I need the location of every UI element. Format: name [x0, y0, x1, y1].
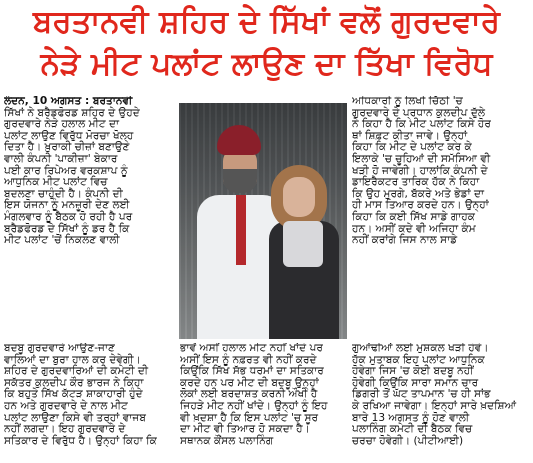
- text-line: ਜਿਹੜੇ ਮੀਟ ਨਹੀਂ ਖਾਂਦੇ। ਉਨ੍ਹਾਂ ਨੂੰ ਇਹ: [180, 399, 328, 412]
- text-line: ਨਹੀਂ ਕਰਾਂਗੇ ਜਿਸ ਨਾਲ ਸਾਡੇ: [352, 234, 458, 247]
- headline: [4, 2, 529, 86]
- text-line: ਖੜੀ ਹੋ ਜਾਵੇਗੀ। ਹਾਲਾਂਕਿ ਕੰਪਨੀ ਦੇ: [352, 164, 488, 177]
- text-line: ਦਾ ਮੀਟ ਵੀ ਤਿਆਰ ਹੋ ਸਕਦਾ ਹੈ।: [180, 423, 310, 436]
- text-line: ਗੁਰਦਵਾਰੇ ਦੇ ਪ੍ਰਧਾਨ ਕੁਲਦੀਪ ਦੁੱਲੇ: [352, 106, 485, 119]
- text-line: ਸਥਾਨਕ ਕੌਂਸਲ ਪਲਾਨਿੰਗ: [180, 434, 274, 447]
- text-line: ਇਸ ਯੋਜਨਾ ਨੂੰ ਮਨਜ਼ੂਰੀ ਦੇਣ ਲਈ: [4, 199, 130, 212]
- text-line: ਕਿਉਂਕਿ ਸਿੱਖ ਸੱਭ ਧਰਮਾਂ ਦਾ ਸਤਿਕਾਰ: [180, 365, 324, 378]
- text-line: ਬਦਬੂ ਗੁਰਦਵਾਰੇ ਆਉਣ-ਜਾਣ: [4, 343, 115, 354]
- text-line: ਪਲਾਂਟ ਲਾਉਣ ਵਿਰੁੱਧ ਮੋਰਚਾ ਖੋਲ੍ਹ: [4, 129, 134, 142]
- article-middle-lower: [180, 343, 345, 447]
- text-line: ਕਰਦੇ ਹਨ ਪਰ ਮੀਟ ਦੀ ਬਦਬੂ ਉਨ੍ਹਾਂ: [180, 376, 319, 389]
- text-line: ਪਲਾਨਿੰਗ ਕਮੇਟੀ ਦੀ ਬੈਠਕ ਵਿਚ: [352, 423, 473, 436]
- text-line: ਵਾਲੀ ਕੰਪਨੀ 'ਪਾਕੀਜ਼ਾ' ਬੇਕਾਰ: [4, 152, 118, 165]
- text-line: ਸਕੱਤਰ ਕੁਲਦੀਪ ਕੌਰ ਭਾਰਜ ਨੇ ਕਿਹਾ: [4, 376, 144, 389]
- text-line: ਸਤਿਕਾਰ ਦੇ ਵਿਰੁੱਧ ਹੈ। ਉਨ੍ਹਾਂ ਕਿਹਾ ਕਿ: [4, 434, 157, 447]
- text-line: ਕਿਹਾ ਕਿ ਕਈ ਸਿੱਖ ਸਾਡੇ ਗਾਹਕ: [352, 210, 475, 223]
- text-line: ਇਲਾਕੇ 'ਚ ਚੂਹਿਆਂ ਦੀ ਸਮੱਸਿਆ ਵੀ: [352, 152, 491, 165]
- text-line: ਗੁਰਦਵਾਰੇ ਨੇੜੇ ਹਲਾਲ ਮੀਟ ਦਾ: [4, 118, 120, 131]
- text-line: ਚਰਚਾ ਹੋਵੇਗੀ। (ਪੀਟੀਆਈ): [352, 434, 464, 447]
- text-line: ਸਿੱਖਾਂ ਨੇ ਬਰੈਡਫੋਰਡ ਸ਼ਹਿਰ ਦੇ ਉਹਦੇ: [4, 106, 140, 119]
- dateline: ਲੰਦਨ, 10 ਅਗਸਤ : ਬਰਤਾਨਵੀ: [4, 96, 133, 107]
- text-line: ਹੱਕ ਮੁਤਾਬਕ ਇਹ ਪਲਾਂਟ ਆਧੁਨਿਕ: [352, 353, 485, 366]
- text-line: ਬਰੈਡਫੋਰਡ ਦੇ ਸਿੱਖਾਂ ਨੂੰ ਡਰ ਹੈ ਕਿ: [4, 222, 130, 235]
- text-line: ਹੋਵੇਗਾ ਜਿਸ 'ਚ ਕੋਈ ਬਦਬੂ ਨਹੀਂ: [352, 365, 474, 378]
- text-line: ਅਧਿਕਾਰੀ ਨੂੰ ਲਿਖੀ ਚਿੱਠੀ 'ਚ: [352, 96, 463, 107]
- text-line: ਪਈ ਕਾਰ ਰਿਪੇਅਰ ਵਰਕਸ਼ਾਪ ਨੂੰ: [4, 164, 128, 177]
- article-photo: [179, 103, 347, 339]
- text-line: ਕਿ ਉਹ ਮੁਰਗੇ, ਬੱਕਰੇ ਅਤੇ ਭੇਡਾਂ ਦਾ: [352, 187, 484, 200]
- text-line: ਸ਼ਹਿਰ ਦੇ ਗੁਰਦਵਾਰਿਆਂ ਦੀ ਕਮੇਟੀ ਦੀ: [4, 365, 149, 378]
- text-line: ਹੀ ਮਾਸ ਤਿਆਰ ਕਰਦੇ ਹਨ। ਉਨ੍ਹਾਂ: [352, 199, 489, 212]
- text-line: ਡਾਇਰੈਕਟਰ ਤਾਰਿਕ ਹੱਕ ਨੇ ਕਿਹਾ: [352, 176, 480, 189]
- article-right-column: [352, 96, 528, 247]
- article-right-lower: [352, 343, 528, 447]
- text-line: ਪਲਾਂਟ ਲਾਉਣਾ ਕਿਸੇ ਵੀ ਤਰ੍ਹਾਂ ਵਾਜਬ: [4, 411, 146, 424]
- text-line: ਕੇ ਰਖਿਆ ਜਾਵੇਗਾ। ਇਨ੍ਹਾਂ ਸਾਰੇ ਖ਼ਦਸ਼ਿਆਂ: [352, 399, 517, 412]
- text-line: ਗੁਆਂਢੀਆਂ ਲਈ ਮੁਸ਼ਕਲ ਖੜੀ ਹੋਵੇ।: [352, 343, 489, 354]
- text-line: ਨਹੀਂ ਲਗਦਾ। ਇਹ ਗੁਰਦਵਾਰੇ ਦੇ: [4, 423, 126, 436]
- text-line: ਹੋਵੇਗੀ ਕਿਉਂਕਿ ਸਾਰਾ ਸਮਾਨ ਚਾਰ: [352, 376, 479, 389]
- text-line: ਬਾਰੇ 13 ਅਗਸਤ ਨੂੰ ਹੋਣ ਵਾਲੀ: [352, 411, 470, 424]
- headline-line-2: ਨੇੜੇ ਮੀਟ ਪਲਾਂਟ ਲਾਉਣ ਦਾ ਤਿੱਖਾ ਵਿਰੋਧ: [40, 46, 493, 82]
- text-line: ਦਿਤਾ ਹੈ। ਖ਼ੁਰਾਕੀ ਚੀਜ਼ਾਂ ਬਣਾਉਣ: [4, 141, 130, 154]
- article-left-column: [4, 96, 172, 247]
- headline-line-1: ਬਰਤਾਨਵੀ ਸ਼ਹਿਰ ਦੇ ਸਿੱਖਾਂ ਵਲੋਂ ਗੁਰਦਵਾਰੇ: [33, 4, 500, 40]
- text-line: ਹਨ। ਅਸੀਂ ਕਦੇ ਵੀ ਅਜਿਹਾ ਕੰਮ: [352, 222, 476, 235]
- text-line: ਲੋਕਾਂ ਲਈ ਬਰਦਾਸ਼ਤ ਕਰਨੀ ਔਖੀ ਹੈ: [180, 388, 318, 401]
- text-line: ਮੀਟ ਪਲਾਂਟ 'ਚੋਂ ਨਿਕਲਣ ਵਾਲੀ: [4, 234, 120, 247]
- text-line: ਹਨ ਅਤੇ ਗੁਰਦਵਾਰੇ ਦੇ ਨਾਲ ਮੀਟ: [4, 399, 128, 412]
- text-line: ਡਿਗਰੀ ਤੋਂ ਘੱਟ ਤਾਪਮਾਨ 'ਚ ਹੀ ਸਾਂਭ: [352, 388, 491, 401]
- text-line: ਭਾਵੇਂ ਅਸੀਂ ਹਲਾਲ ਮੀਟ ਨਹੀਂ ਖਾਂਦੇ ਪਰ: [180, 343, 323, 354]
- text-line: ਵਾਲਿਆਂ ਦਾ ਬੁਰਾ ਹਾਲ ਕਰ ਦੇਵੇਗੀ।: [4, 353, 141, 366]
- text-line: ਥਾਂ ਸ਼ਿਫ਼ਟ ਕੀਤਾ ਜਾਵੇ। ਉਨ੍ਹਾਂ: [352, 129, 468, 142]
- text-line: ਨੇ ਕਿਹਾ ਹੈ ਕਿ ਮੀਟ ਪਲਾਂਟ ਕਿਸੇ ਹੋਰ: [352, 118, 492, 131]
- text-line: ਅਸੀਂ ਇਸ ਨੂੰ ਨਫ਼ਰਤ ਵੀ ਨਹੀਂ ਕਰਦੇ: [180, 353, 317, 366]
- article-left-lower: [4, 343, 172, 447]
- text-line: ਆਧੁਨਿਕ ਮੀਟ ਪਲਾਂਟ ਵਿਚ: [4, 176, 108, 189]
- text-line: ਵੀ ਖ਼ਦਸ਼ਾ ਹੈ ਕਿ ਇਸ ਪਲਾਂਟ 'ਚ ਸੂਰ: [180, 411, 319, 424]
- text-line: ਬਦਲਣਾ ਚਾਹੁੰਦੀ ਹੈ। ਕੰਪਨੀ ਦੀ: [4, 187, 123, 200]
- text-line: ਮੰਗਲਵਾਰ ਨੂੰ ਬੈਠਕ ਹੋ ਰਹੀ ਹੈ ਪਰ: [4, 210, 133, 223]
- text-line: ਕਿਹਾ ਕਿ ਮੀਟ ਦੇ ਪਲਾਂਟ ਕਰ ਕੇ: [352, 141, 472, 154]
- text-line: ਕਿ ਬਹੁਤੇ ਸਿੱਖ ਕੱਟੜ ਸ਼ਾਕਾਹਾਰੀ ਹੁੰਦੇ: [4, 388, 143, 401]
